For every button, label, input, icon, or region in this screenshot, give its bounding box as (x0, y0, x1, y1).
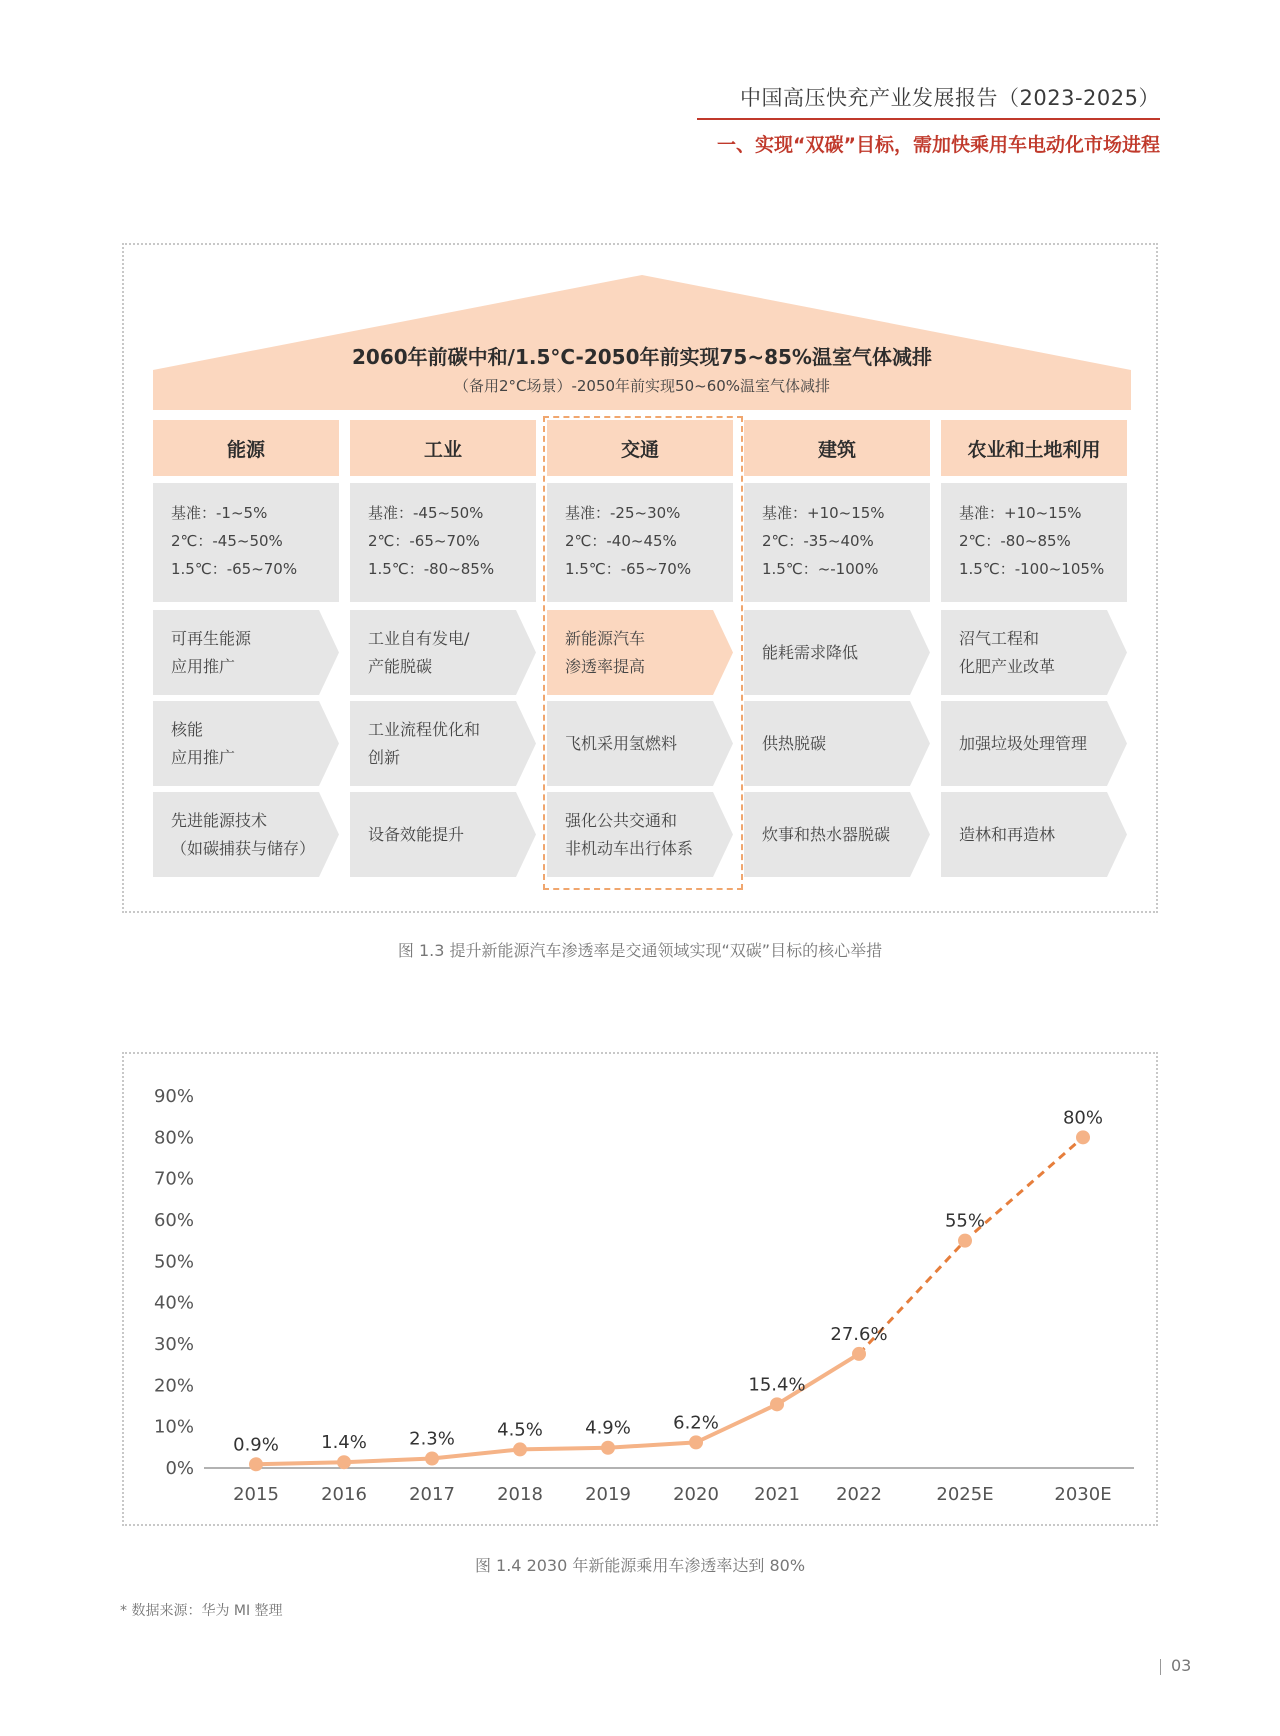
figure-1-4-caption: 图 1.4 2030 年新能源乘用车渗透率达到 80% (474, 1556, 806, 1575)
measure-label (959, 610, 1109, 695)
measure-label (959, 701, 1109, 786)
section-title: 一、实现“双碳”目标，需加快乘用车电动化市场进程 (717, 134, 1160, 156)
data-point (513, 1442, 527, 1456)
measure-label-line: 核能 (171, 719, 204, 739)
sector-title: 交通 (547, 420, 733, 476)
x-tick-label: 2022 (836, 1484, 882, 1505)
data-label: 6.2% (673, 1412, 719, 1434)
data-label: 0.9% (233, 1434, 279, 1456)
measure-label-line: 先进能源技术 (171, 810, 268, 830)
y-tick-label: 30% (153, 1334, 194, 1355)
data-label: 4.5% (497, 1419, 543, 1441)
target-line: 基准：+10~15% (959, 504, 1082, 522)
data-point (601, 1441, 615, 1455)
sector-targets (153, 483, 339, 602)
target-line: 基准：-1~5% (171, 504, 268, 522)
measure-chevron (744, 701, 930, 786)
x-tick-label: 2016 (321, 1484, 367, 1505)
data-point (337, 1455, 351, 1469)
sector-title: 工业 (350, 420, 536, 476)
measure-chevron (350, 792, 536, 877)
target-line: 2℃：-45~50% (171, 532, 283, 550)
measure-label (959, 792, 1109, 877)
target-line: 2℃：-80~85% (959, 532, 1071, 550)
measure-label-line: 新能源汽车 (565, 628, 646, 648)
page-number-text: 03 (1171, 1656, 1192, 1675)
measure-label-line: 应用推广 (171, 656, 236, 676)
measure-chevron (941, 792, 1127, 877)
measure-label (171, 792, 321, 877)
data-label: 15.4% (748, 1374, 806, 1396)
sector-targets (744, 483, 930, 602)
target-line: 2℃：-35~40% (762, 532, 874, 550)
measure-label (368, 792, 518, 877)
data-point (425, 1451, 439, 1465)
sector-title: 能源 (153, 420, 339, 476)
data-label: 4.9% (585, 1417, 631, 1439)
measure-label-line: 供热脱碳 (762, 733, 827, 753)
target-line: 1.5℃：-65~70% (171, 560, 298, 578)
measure-label-line: 可再生能源 (171, 628, 252, 648)
x-tick-label: 2030E (1054, 1484, 1112, 1505)
y-tick-label: 40% (153, 1292, 194, 1314)
measure-label-line: 沼气工程和 (959, 628, 1040, 648)
page-number (1160, 1656, 1191, 1675)
y-tick-label: 80% (153, 1127, 194, 1149)
x-tick-label: 2019 (585, 1484, 631, 1505)
target-line: 基准：-25~30% (565, 504, 681, 522)
x-tick-label: 2018 (497, 1484, 543, 1505)
data-label: 27.6% (830, 1323, 888, 1345)
measure-label (171, 610, 321, 695)
measure-chevron (744, 610, 930, 695)
data-point (852, 1347, 866, 1361)
forecast-trend-line (859, 1137, 1083, 1354)
measure-label-line: 创新 (368, 747, 401, 767)
y-tick-label: 60% (153, 1210, 194, 1231)
target-line: 2℃：-40~45% (565, 532, 677, 550)
roof-subtitle: （备用2°C场景）-2050年前实现50~60%温室气体减排 (453, 377, 831, 395)
measure-chevron (350, 701, 536, 786)
data-label: 80% (1062, 1107, 1104, 1129)
measure-label (762, 792, 912, 877)
target-line: 1.5℃：-80~85% (368, 560, 495, 578)
sector-targets (350, 483, 536, 602)
measure-label-line: 加强垃圾处理管理 (959, 733, 1088, 753)
measure-label-line: 应用推广 (171, 747, 236, 767)
sector-title: 建筑 (744, 420, 930, 476)
transport-highlight-frame (543, 416, 743, 890)
sector-targets (941, 483, 1127, 602)
data-point (249, 1457, 263, 1471)
y-tick-label: 20% (153, 1375, 194, 1397)
data-label: 55% (944, 1210, 986, 1232)
x-tick-label: 2020 (673, 1484, 719, 1505)
figure-1-4 (122, 1052, 1158, 1526)
y-tick-label: 90% (153, 1086, 194, 1107)
y-tick-label: 50% (153, 1251, 194, 1273)
measure-label (762, 610, 912, 695)
measure-label-line: 设备效能提升 (368, 824, 465, 844)
x-tick-label: 2017 (409, 1484, 455, 1505)
measure-chevron (153, 610, 339, 695)
measure-chevron (153, 792, 339, 877)
target-line: 1.5℃：-65~70% (565, 560, 692, 578)
measure-label-line: 炊事和热水器脱碳 (762, 824, 891, 844)
measure-chevron (744, 792, 930, 877)
figure-1-3 (122, 243, 1158, 913)
measure-label-line: 造林和再造林 (959, 824, 1056, 844)
measure-label-line: 非机动车出行体系 (565, 838, 694, 858)
measure-label-line: 能耗需求降低 (762, 642, 859, 662)
measure-label (368, 610, 518, 695)
measure-label-line: 产能脱碳 (368, 656, 433, 676)
data-label: 1.4% (321, 1432, 367, 1454)
x-tick-label: 2015 (233, 1484, 279, 1505)
report-title: 中国高压快充产业发展报告（2023-2025） (740, 86, 1160, 110)
y-tick-label: 70% (153, 1168, 194, 1190)
measure-chevron (350, 610, 536, 695)
measure-label (762, 701, 912, 786)
measure-chevron (153, 701, 339, 786)
header-rule (697, 118, 1160, 120)
data-point (1076, 1130, 1090, 1144)
target-line: 基准：+10~15% (762, 504, 885, 522)
x-tick-label: 2025E (936, 1484, 994, 1505)
data-source-footnote: * 数据来源：华为 MI 整理 (120, 1603, 283, 1619)
x-tick-label: 2021 (754, 1484, 800, 1505)
target-line: 2℃：-65~70% (368, 532, 480, 550)
y-tick-label: 10% (153, 1416, 194, 1438)
figure-1-3-caption: 图 1.3 提升新能源汽车渗透率是交通领域实现“双碳”目标的核心举措 (397, 941, 883, 960)
measure-label-line: 飞机采用氢燃料 (565, 733, 678, 753)
measure-chevron (941, 610, 1127, 695)
measure-label-line: 强化公共交通和 (565, 810, 678, 830)
measure-label-line: 渗透率提高 (565, 656, 646, 676)
target-line: 1.5℃：-100~105% (959, 560, 1105, 578)
measure-label-line: 工业自有发电/ (368, 628, 470, 648)
measure-label-line: （如碳捕获与储存） (171, 838, 316, 858)
measure-chevron (941, 701, 1127, 786)
measure-label (368, 701, 518, 786)
data-point (770, 1397, 784, 1411)
y-tick-label: 0% (165, 1458, 194, 1479)
data-label: 2.3% (409, 1428, 455, 1450)
measure-label-line: 工业流程优化和 (368, 719, 481, 739)
data-point (958, 1234, 972, 1248)
penetration-line-chart (124, 1054, 1156, 1524)
data-point (689, 1435, 703, 1449)
target-line: 1.5℃：~-100% (762, 560, 879, 578)
target-line: 基准：-45~50% (368, 504, 484, 522)
measure-label (171, 701, 321, 786)
measure-label-line: 化肥产业改革 (959, 656, 1056, 676)
roof-title: 2060年前碳中和/1.5°C-2050年前实现75~85%温室气体减排 (352, 345, 932, 369)
sector-title: 农业和土地利用 (941, 420, 1127, 476)
